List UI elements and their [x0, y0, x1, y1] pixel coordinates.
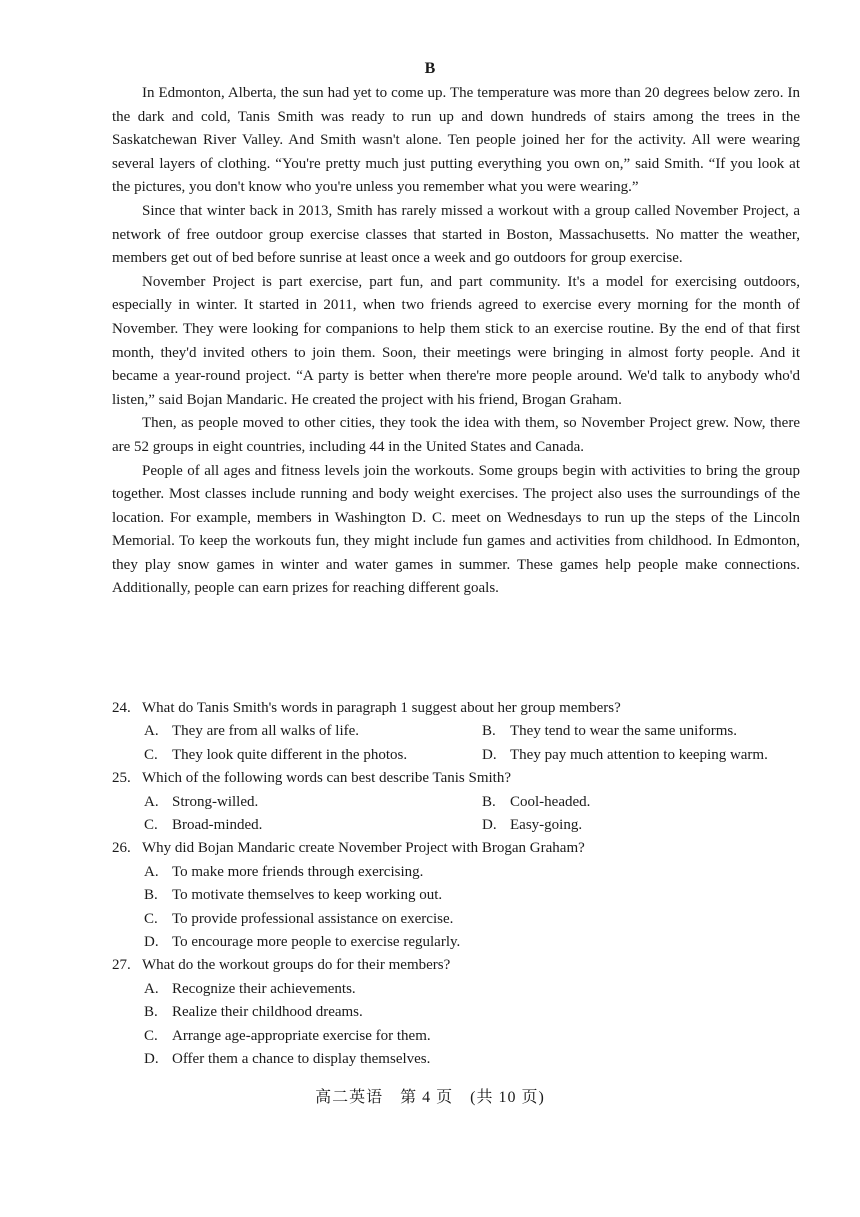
option-letter: D. — [482, 817, 497, 834]
question-list — [112, 697, 800, 1072]
option-a — [144, 978, 800, 1001]
option-letter: D. — [144, 1051, 159, 1068]
option-d — [482, 814, 800, 837]
option-letter: C. — [144, 746, 158, 763]
option-d — [482, 744, 800, 767]
option-letter: D. — [482, 746, 497, 763]
passage-paragraph: November Project is part exercise, part fun, and part community. It's a model for exercising outdoors, especially in winter. It started in 2011, when two friends agreed to exercise every morning for the month of November. They were looking for companions to help them stick to an exercise routine. By the end of that first month, they'd invited others to join them. Soon, their meetings were bringing in almost forty people. And it became a year-round project. “A party is better when there're more people around. We'd talk to anybody who'd listen,” said Bojan Mandaric. He created the project with his friend, Brogan Graham. — [112, 273, 800, 408]
question-27 — [112, 954, 800, 1071]
page-footer: 高二英语 第 4 页 (共 10 页) — [315, 1089, 545, 1106]
question-number: 26. — [112, 840, 131, 857]
question-number: 25. — [112, 770, 131, 787]
option-letter: C. — [144, 817, 158, 834]
option-c — [144, 908, 800, 931]
option-d — [144, 931, 800, 954]
reading-passage — [112, 82, 800, 601]
option-text: They are from all walks of life. — [172, 723, 360, 740]
option-d — [144, 1048, 800, 1071]
passage-paragraph: Since that winter back in 2013, Smith has rarely missed a workout with a group called November Project, a network of free outdoor group exercise classes that started in Boston, Massachusetts. No matter the weather, members get out of bed before sunrise at least once a week and go outdoors for group exercise. — [112, 202, 800, 267]
section-heading: B — [424, 60, 436, 77]
question-stem: Which of the following words can best describe Tanis Smith? — [142, 770, 512, 787]
option-b — [144, 884, 800, 907]
option-a — [144, 861, 800, 884]
option-letter: A. — [144, 793, 159, 810]
option-text: They look quite different in the photos. — [172, 746, 408, 763]
option-text: Arrange age-appropriate exercise for them. — [172, 1027, 431, 1044]
option-letter: C. — [144, 1027, 158, 1044]
option-b — [144, 1001, 800, 1024]
option-letter: B. — [482, 793, 496, 810]
passage-paragraph: People of all ages and fitness levels join the workouts. Some groups begin with activities to bring the group together. Most classes include running and body weight exercises. The project also uses the surroundings of the location. For example, members in Washington D. C. meet on Wednesdays to run up the steps of the Lincoln Memorial. To keep the workouts fun, they might include fun games and activities from childhood. In Edmonton, they play snow games in winter and water games in summer. These games help people make connections. Additionally, people can earn prizes for reaching different goals. — [112, 462, 800, 597]
option-a — [144, 791, 482, 814]
option-text: They tend to wear the same uniforms. — [510, 723, 738, 740]
option-letter: A. — [144, 723, 159, 740]
option-letter: B. — [144, 1004, 158, 1021]
option-text: Broad-minded. — [172, 817, 263, 834]
question-25 — [112, 767, 800, 837]
option-c — [144, 1025, 800, 1048]
question-26 — [112, 837, 800, 954]
option-text: To motivate themselves to keep working out. — [172, 887, 443, 904]
option-letter: C. — [144, 910, 158, 927]
question-stem: Why did Bojan Mandaric create November Project with Brogan Graham? — [142, 840, 585, 857]
question-stem: What do Tanis Smith's words in paragraph 1 suggest about her group members? — [142, 700, 621, 716]
option-c — [144, 814, 482, 837]
option-text: Recognize their achievements. — [172, 980, 356, 997]
question-24 — [112, 697, 800, 767]
option-text: To make more friends through exercising. — [172, 863, 424, 880]
option-text: To provide professional assistance on exercise. — [172, 910, 454, 927]
option-letter: D. — [144, 934, 159, 951]
option-text: They pay much attention to keeping warm. — [510, 746, 768, 763]
option-b — [482, 791, 800, 814]
option-text: Offer them a chance to display themselves. — [172, 1051, 431, 1068]
option-letter: B. — [482, 723, 496, 740]
option-text: Cool-headed. — [510, 793, 591, 810]
option-b — [482, 720, 800, 743]
option-letter: A. — [144, 863, 159, 880]
option-text: To encourage more people to exercise regularly. — [172, 934, 461, 951]
question-number: 27. — [112, 957, 131, 974]
option-text: Strong-willed. — [172, 793, 259, 810]
option-a — [144, 720, 482, 743]
option-text: Realize their childhood dreams. — [172, 1004, 363, 1021]
passage-paragraph: Then, as people moved to other cities, they took the idea with them, so November Project grew. Now, there are 52 groups in eight countries, including 44 in the United States and Canada. — [112, 415, 800, 455]
question-number: 24. — [112, 700, 131, 716]
passage-paragraph: In Edmonton, Alberta, the sun had yet to come up. The temperature was more than 20 degrees below zero. In the dark and cold, Tanis Smith was ready to run up and down hundreds of stairs among the trees in the Saskatchewan River Valley. And Smith wasn't alone. Ten people joined her for the activity. All were wearing several layers of clothing. “You're pretty much just putting everything you own on,” said Smith. “If you look at the pictures, you don't know who you're unless you remember what you were wearing.” — [112, 85, 800, 196]
option-text: Easy-going. — [510, 817, 583, 834]
option-c — [144, 744, 482, 767]
question-stem: What do the workout groups do for their members? — [142, 957, 451, 974]
option-letter: A. — [144, 980, 159, 997]
option-letter: B. — [144, 887, 158, 904]
